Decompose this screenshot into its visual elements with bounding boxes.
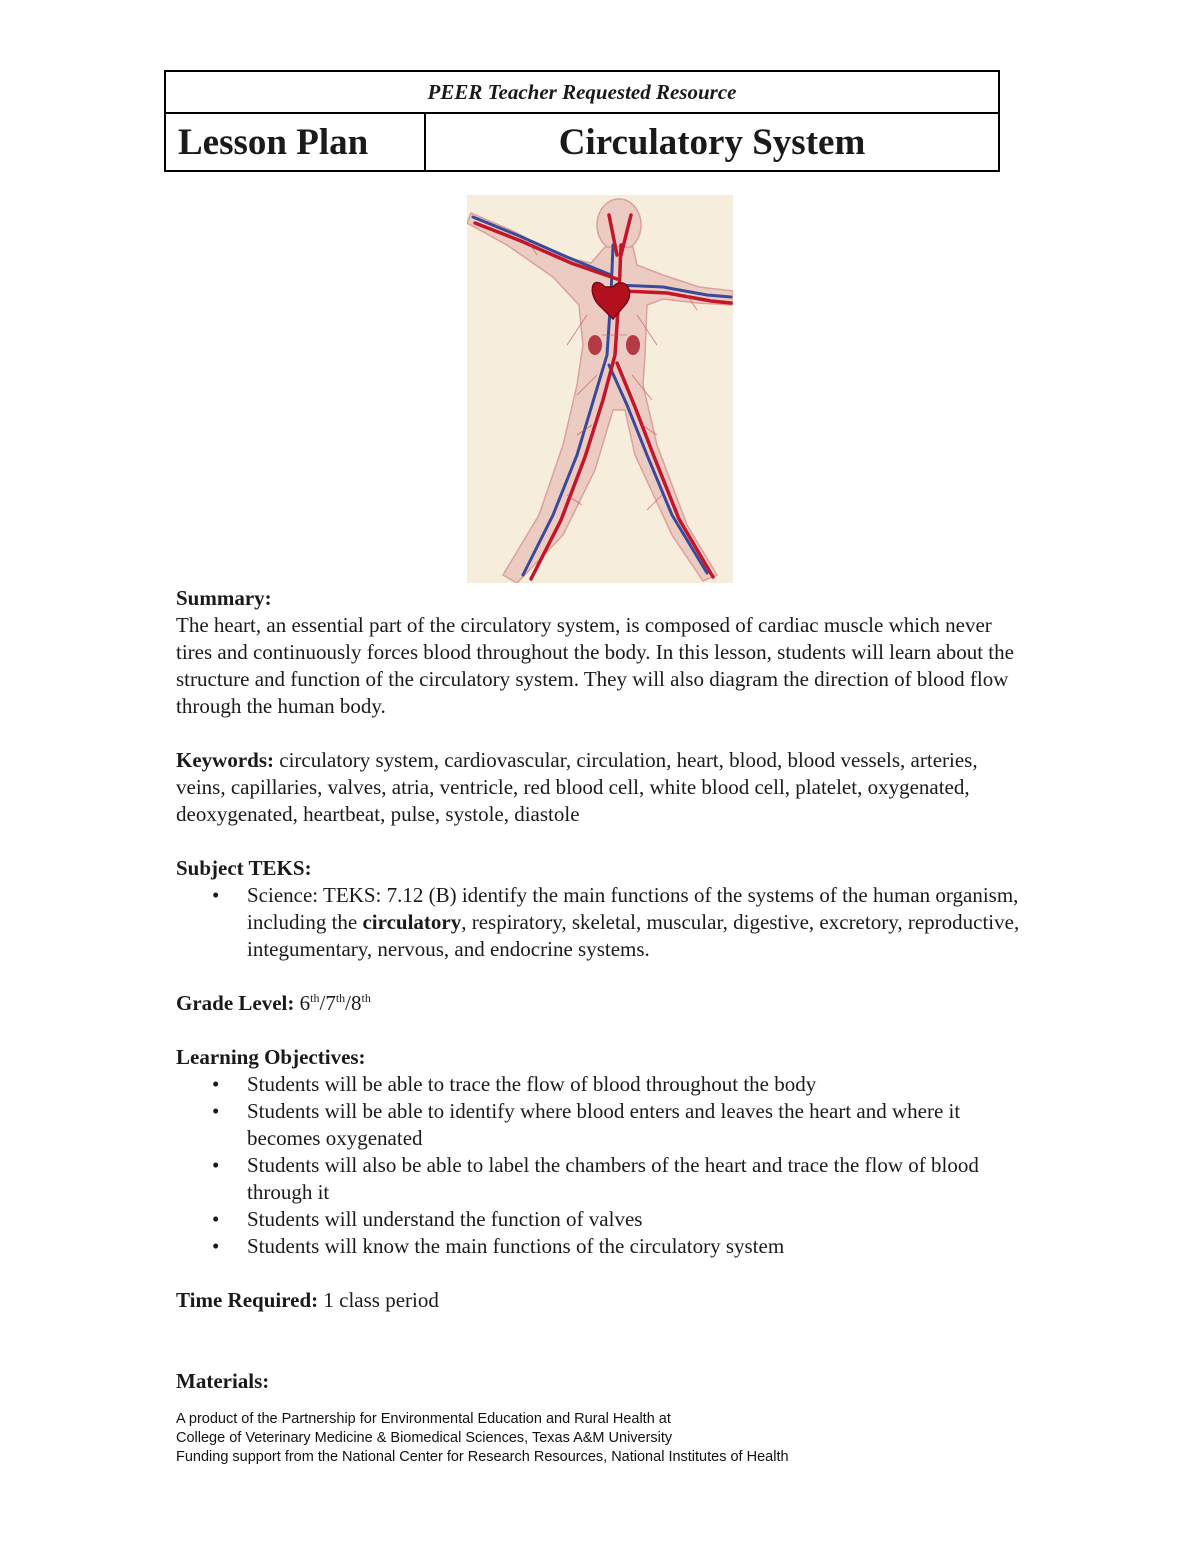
objective-item: • Students will know the main functions of the circulatory system (176, 1233, 1026, 1260)
teks-list (176, 882, 1026, 963)
document-type: Lesson Plan (166, 114, 426, 170)
materials-heading: Materials: (176, 1369, 270, 1393)
grade-label: Grade Level: (176, 991, 295, 1015)
circulatory-system-illustration (467, 195, 733, 583)
grade-level: Grade Level: 6th/7th/8th (176, 991, 371, 1015)
footer-line: A product of the Partnership for Environmental Education and Rural Health at (176, 1411, 671, 1427)
keywords-label: Keywords: (176, 748, 274, 772)
time-value: 1 class period (323, 1288, 439, 1312)
footer-line: Funding support from the National Center for Research Resources, National Institutes of Health (176, 1449, 789, 1465)
time-required (176, 1287, 1026, 1314)
teks-item: • Science: TEKS: 7.12 (B) identify the main functions of the systems of the human organism, including the circulatory, respiratory, skeletal, muscular, digestive, excretory, reproductive, integumentary, nervous, and endocrine systems. (176, 882, 1026, 963)
objective-item: • Students will understand the function of valves (176, 1206, 1026, 1233)
resource-banner: PEER Teacher Requested Resource (166, 72, 998, 114)
objective-item: • Students will be able to trace the flow of blood throughout the body (176, 1071, 1026, 1098)
objective-item: • Students will be able to identify where blood enters and leaves the heart and where it becomes oxygenated (176, 1098, 1026, 1152)
summary-text: The heart, an essential part of the circulatory system, is composed of cardiac muscle which never tires and continuously forces blood throughout the body. In this lesson, students will learn about the structure and function of the circulatory system. They will also diagram the direction of blood flow through the human body. (176, 613, 1014, 718)
footer (176, 1410, 789, 1467)
objectives-list (176, 1071, 1026, 1260)
objectives-heading: Learning Objectives: (176, 1045, 366, 1069)
keywords-paragraph (176, 747, 1026, 828)
header-row (166, 114, 998, 170)
summary-heading: Summary: (176, 586, 272, 610)
lesson-content (176, 585, 1026, 1395)
lesson-title: Circulatory System (558, 121, 866, 163)
teks-heading: Subject TEKS: (176, 856, 312, 880)
time-label: Time Required: (176, 1288, 319, 1312)
header-table (164, 70, 1000, 172)
objective-item: • Students will also be able to label the chambers of the heart and trace the flow of blood through it (176, 1152, 1026, 1206)
teks-highlight: circulatory (362, 910, 462, 934)
footer-line: College of Veterinary Medicine & Biomedical Sciences, Texas A&M University (176, 1430, 673, 1446)
keywords-text: circulatory system, cardiovascular, circulation, heart, blood, blood vessels, arteries, veins, capillaries, valves, atria, ventricle, red blood cell, white blood cell, platelet, oxygenated, deoxygenated, heartbeat, pulse, systole, diastole (176, 748, 978, 826)
